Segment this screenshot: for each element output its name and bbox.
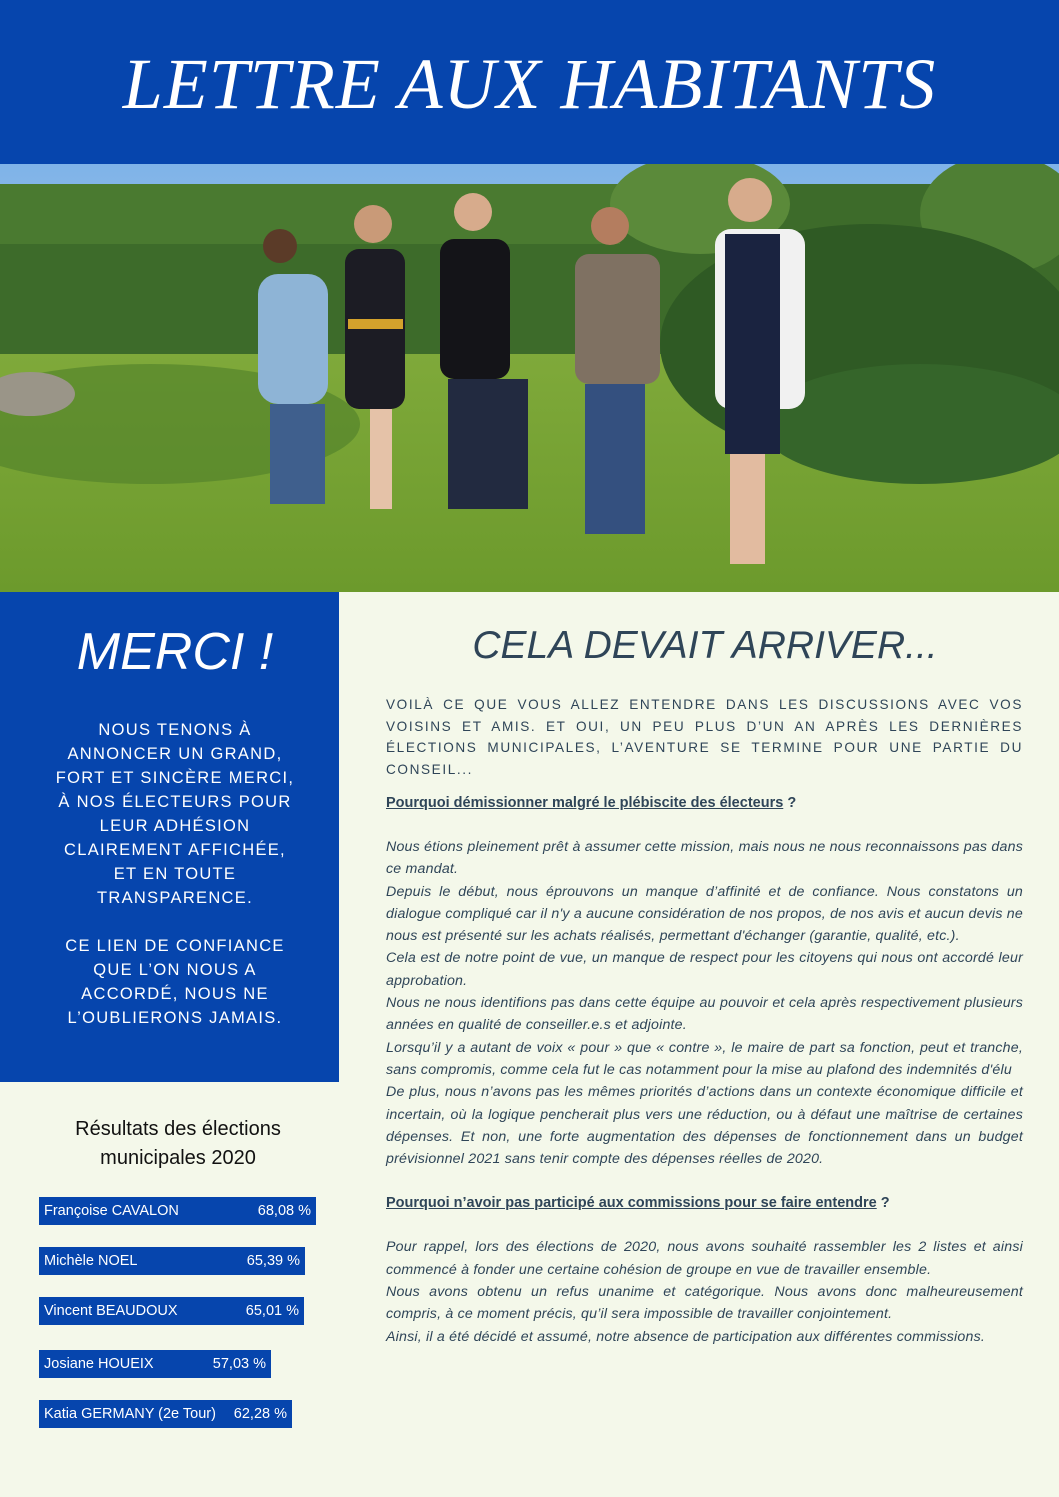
header-banner <box>0 0 1059 164</box>
candidate-score: 65,01 % <box>245 1303 299 1319</box>
result-bar <box>39 1350 271 1378</box>
answer-block <box>386 1236 1023 1347</box>
article-paragraph: Nous avons obtenu un refus unanime et catégorique. Nous avons donc malheureusement compris, à ce moment précis, qu’il sera impossible de travailler conjointement. <box>386 1284 1023 1323</box>
question-heading <box>386 792 1023 814</box>
article-paragraph: Cela est de notre point de vue, un manque de respect pour les citoyens qui nous ont accordé leur approbation. <box>386 950 1023 989</box>
question-mark: ? <box>787 795 797 811</box>
group-photo-icon <box>0 164 1059 592</box>
article-paragraph: Depuis le début, nous éprouvons un manque d’affinité et de confiance. Nous constatons un dialogue compliqué car il n'y a aucune considération de nos propos, de nos avis et aucun devis ne nous est présenté sur les achats réalisés, permettant d'échanger (garantie, qualité, etc.). <box>386 883 1023 945</box>
result-bar <box>39 1297 304 1325</box>
results-title: Résultats des élections municipales 2020 <box>75 1118 281 1169</box>
answer-block <box>386 836 1023 1170</box>
thanks-text <box>55 718 295 1054</box>
thanks-title: MERCI ! <box>76 623 274 681</box>
question-text: Pourquoi n’avoir pas participé aux commissions pour se faire entendre <box>386 1195 877 1212</box>
thanks-paragraph: NOUS TENONS À ANNONCER UN GRAND, FORT ET SINCÈRE MERCI, À NOS ÉLECTEURS POUR LEUR ADHÉSION CLAIREMENT AFFICHÉE, ET EN TOUTE TRANSPARENCE. <box>55 721 295 907</box>
candidate-name: Françoise CAVALON <box>44 1203 179 1219</box>
article-paragraph: Lorsqu’il y a autant de voix « pour » que « contre », le maire de part sa fonction, peut et tranche, sans compromis, comme cela fut le cas notamment pour la mise au plafond des indemnités d'élu <box>386 1039 1023 1078</box>
candidate-score: 57,03 % <box>212 1356 266 1372</box>
article-paragraph: Ainsi, il a été décidé et assumé, notre absence de participation aux différentes commissions. <box>386 1328 986 1345</box>
group-photo <box>0 164 1059 592</box>
question-mark: ? <box>880 1195 890 1212</box>
question-text: Pourquoi démissionner malgré le plébiscite des électeurs <box>386 795 784 811</box>
article-paragraph: Nous ne nous identifions pas dans cette équipe au pouvoir et cela après respectivement plusieurs années en qualité de conseiller.e.s et adjointe. <box>386 995 1023 1034</box>
candidate-score: 68,08 % <box>257 1203 311 1219</box>
article-body <box>386 694 1023 1348</box>
article-paragraph: De plus, nous n’avons pas les mêmes priorités d’actions dans un contexte économique difficile et incertain, où la logique pencherait plus vers une réduction, ou à défaut une maîtrise de certaines dépenses. Et non, une forte augmentation des dépenses de fonctionnement dans un budget prévisionnel 2021 sans tenir compte des dépenses réelles de 2020. <box>386 1084 1023 1168</box>
page-title: LETTRE AUX HABITANTS <box>122 44 937 124</box>
candidate-name: Katia GERMANY (2e Tour) <box>44 1406 216 1422</box>
candidate-name: Vincent BEAUDOUX <box>44 1303 178 1319</box>
candidate-name: Michèle NOEL <box>44 1253 138 1269</box>
article-paragraph: Nous étions pleinement prêt à assumer cette mission, mais nous ne nous reconnaissons pas dans ce mandat. <box>386 839 1023 878</box>
article-paragraph: Pour rappel, lors des élections de 2020, nous avons souhaité rassembler les 2 listes et ainsi commencé à fonder une certaine cohésion de groupe en vue de travailler ensemble. <box>386 1239 1023 1278</box>
result-bar <box>39 1197 316 1225</box>
candidate-score: 65,39 % <box>246 1253 300 1269</box>
thanks-paragraph: CE LIEN DE CONFIANCE QUE L’ON NOUS A ACCORDÉ, NOUS NE L’OUBLIERONS JAMAIS. <box>65 937 285 1027</box>
question-heading <box>386 1192 1023 1214</box>
article-title: CELA DEVAIT ARRIVER... <box>472 624 938 667</box>
result-bar <box>39 1400 292 1428</box>
candidate-name: Josiane HOUEIX <box>44 1356 154 1372</box>
candidate-score: 62,28 % <box>233 1406 287 1422</box>
article-intro: VOILÀ CE QUE VOUS ALLEZ ENTENDRE DANS LES DISCUSSIONS AVEC VOS VOISINS ET AMIS. ET OUI, UN PEU PLUS D’UN AN APRÈS LES DERNIÈRES ÉLECTIONS MUNICIPALES, L’AVENTURE SE TERMINE POUR UNE PARTIE DU CONSEIL... <box>386 697 1023 777</box>
result-bar <box>39 1247 305 1275</box>
